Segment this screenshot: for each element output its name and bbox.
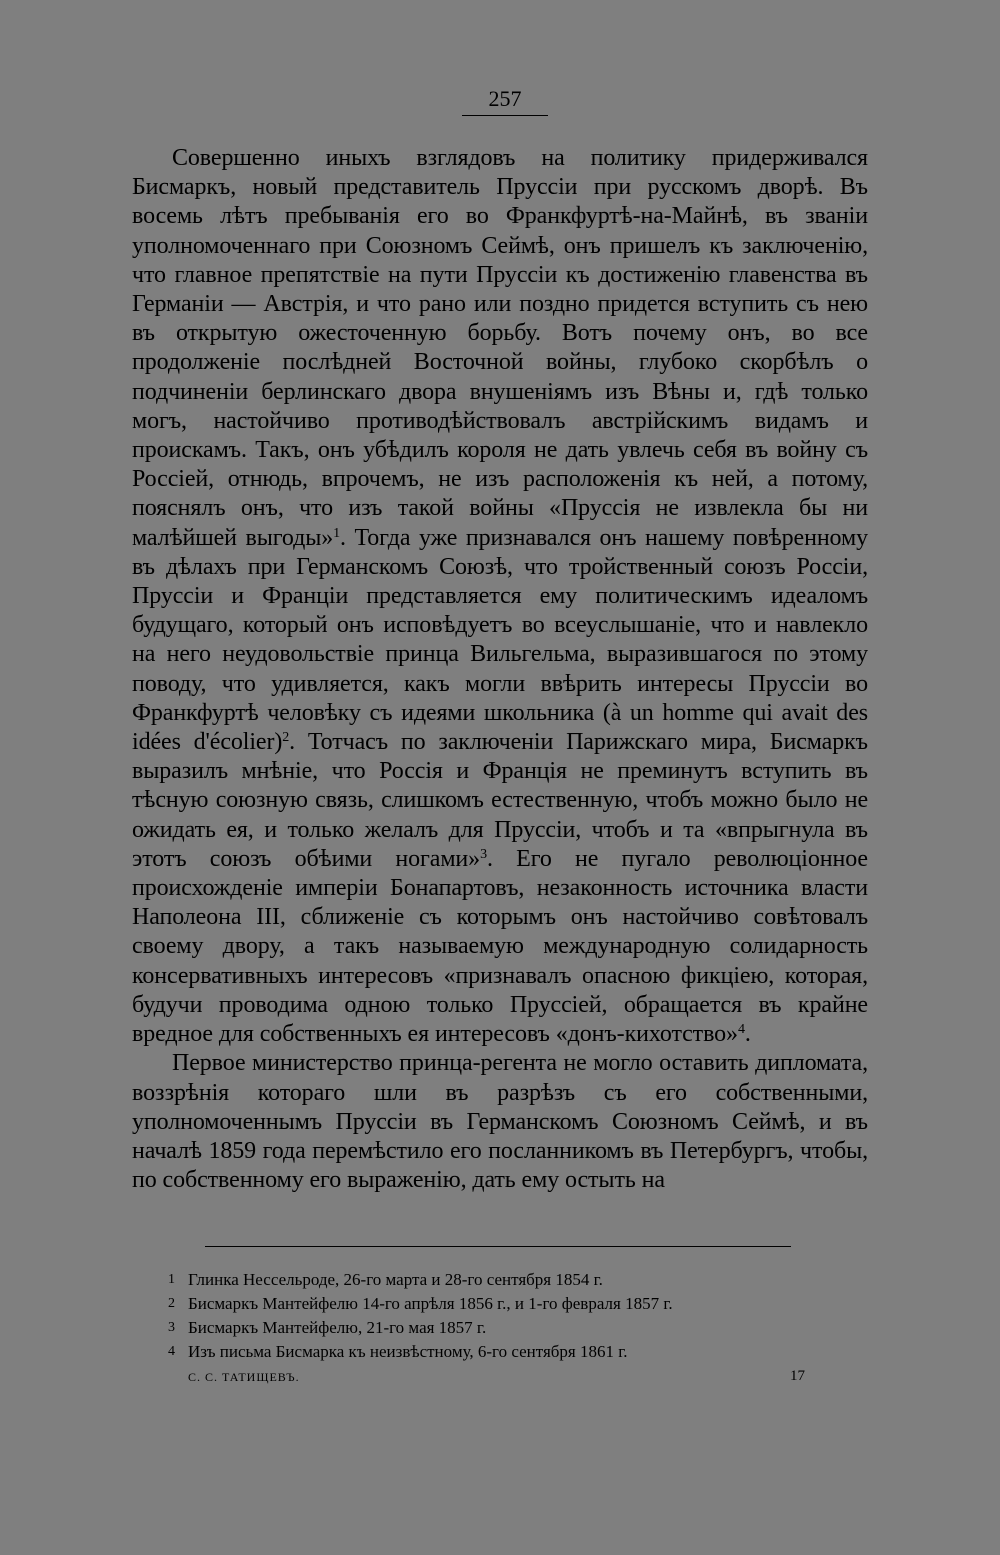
footnote-ref-3[interactable]: 3: [480, 846, 487, 862]
sheet-signature: С. С. ТАТИЩЕВЪ.: [188, 1370, 300, 1384]
footnote-text: Глинка Нессельроде, 26-го марта и 28-го сентября 1854 г.: [188, 1270, 603, 1289]
footnote-number: 3: [168, 1320, 175, 1335]
footnote-number: 4: [168, 1344, 175, 1359]
footnote-text: Изъ письма Бисмарка къ неизвѣстному, 6-го сентября 1861 г.: [188, 1342, 628, 1361]
footnote-number: 2: [168, 1296, 175, 1311]
footnote-ref-1[interactable]: 1: [333, 525, 341, 541]
page-number: 257: [488, 86, 522, 111]
footnote-4: [168, 1340, 848, 1364]
footnote-number: 1: [168, 1272, 175, 1287]
body-text: [132, 144, 868, 1195]
text-segment: .: [744, 1021, 751, 1048]
footnote-ref-4[interactable]: 4: [737, 1022, 745, 1038]
text-segment: . Его не пугало революціонное происхожденіе имперіи Бонапартовъ, незаконность источника власти Наполеона III, сближеніе съ которымъ онъ настойчиво совѣтовалъ своему двору, а такъ называемую международную солидарность консервативныхъ интересовъ «признавалъ опасною фикціею, которая, будучи проводима одною только Пруссіей, обращается въ крайне вредное для собственныхъ ея интересовъ «донъ-кихотство»: [132, 845, 868, 1048]
page-number-rule: [462, 115, 548, 116]
text-segment: . Тотчасъ по заключеніи Парижскаго мира, Бисмаркъ выразилъ мнѣніе, что Россія и Франція не преминутъ вступить въ тѣсную союзную связь, слишкомъ естественную, чтобъ можно было не ожидать ея, и только желалъ для Пруссіи, чтобъ и та «впрыгнула въ этотъ союзъ обѣими ногами»: [132, 729, 868, 872]
paragraph-2: [132, 1049, 868, 1195]
footnote-ref-2[interactable]: 2: [282, 730, 290, 746]
footnote-1: [168, 1268, 848, 1292]
text-segment: Совершенно иныхъ взглядовъ на политику придерживался Бисмаркъ, новый представитель Пруссіи при русскомъ дворѣ. Въ восемь лѣтъ пребыванія его во Франкфуртѣ-на-Майнѣ, въ званіи уполномоченнаго при Союзномъ Сеймѣ, онъ пришелъ къ заключенію, что главное препятствіе на пути Пруссіи къ достиженію главенства въ Германіи — Австрія, и что рано или поздно придется вступить съ нею въ открытую ожесточенную борьбу. Вотъ почему онъ, во все продолженіе послѣдней Восточной войны, глубоко скорбѣлъ о подчиненіи берлинскаго двора внушеніямъ изъ Вѣны и, гдѣ только могъ, настойчиво противодѣйствовалъ австрійскимъ видамъ и проискамъ. Такъ, онъ убѣдилъ короля не дать увлечь себя въ войну съ Россіей, отнюдь, впрочемъ, не изъ расположенія къ ней, а потому, пояснялъ онъ, что изъ такой войны «Пруссія не извлекла бы ни малѣйшей выгоды»: [132, 145, 868, 551]
footnote-separator: [205, 1246, 791, 1247]
footnote-text: Бисмаркъ Мантейфелю, 21-го мая 1857 г.: [188, 1318, 487, 1337]
footnotes: [168, 1268, 848, 1364]
text-segment: Первое министерство принца-регента не могло оставить дипломата, воззрѣнія котораго шли въ разрѣзъ съ его собственными, уполномоченнымъ Пруссіи въ Германскомъ Союзномъ Сеймѣ, и въ началѣ 1859 года перемѣстило его посланникомъ въ Петербургъ, чтобы, по собственному его выраженію, дать ему остыть на: [132, 1050, 868, 1194]
footnote-text: Бисмаркъ Мантейфелю 14-го апрѣля 1856 г., и 1-го февраля 1857 г.: [188, 1294, 673, 1313]
footnote-3: [168, 1316, 848, 1340]
paragraph-1: [132, 144, 868, 1049]
text-segment: . Тогда уже признавался онъ нашему повѣренному въ дѣлахъ при Германскомъ Союзѣ, что тройственный союзъ Россіи, Пруссіи и Франціи представляется ему политическимъ идеаломъ будущаго, который онъ исповѣдуетъ во всеуслышаніе, что и навлекло на него неудовольствіе принца Вильгельма, выразившагося по этому поводу, что удивляется, какъ могли ввѣрить интересы Пруссіи во Франкфуртѣ человѣку съ идеями школьника (à un homme qui avait des idées d'écolier): [132, 524, 868, 756]
sheet-number: 17: [790, 1368, 805, 1384]
footnote-2: [168, 1292, 848, 1316]
